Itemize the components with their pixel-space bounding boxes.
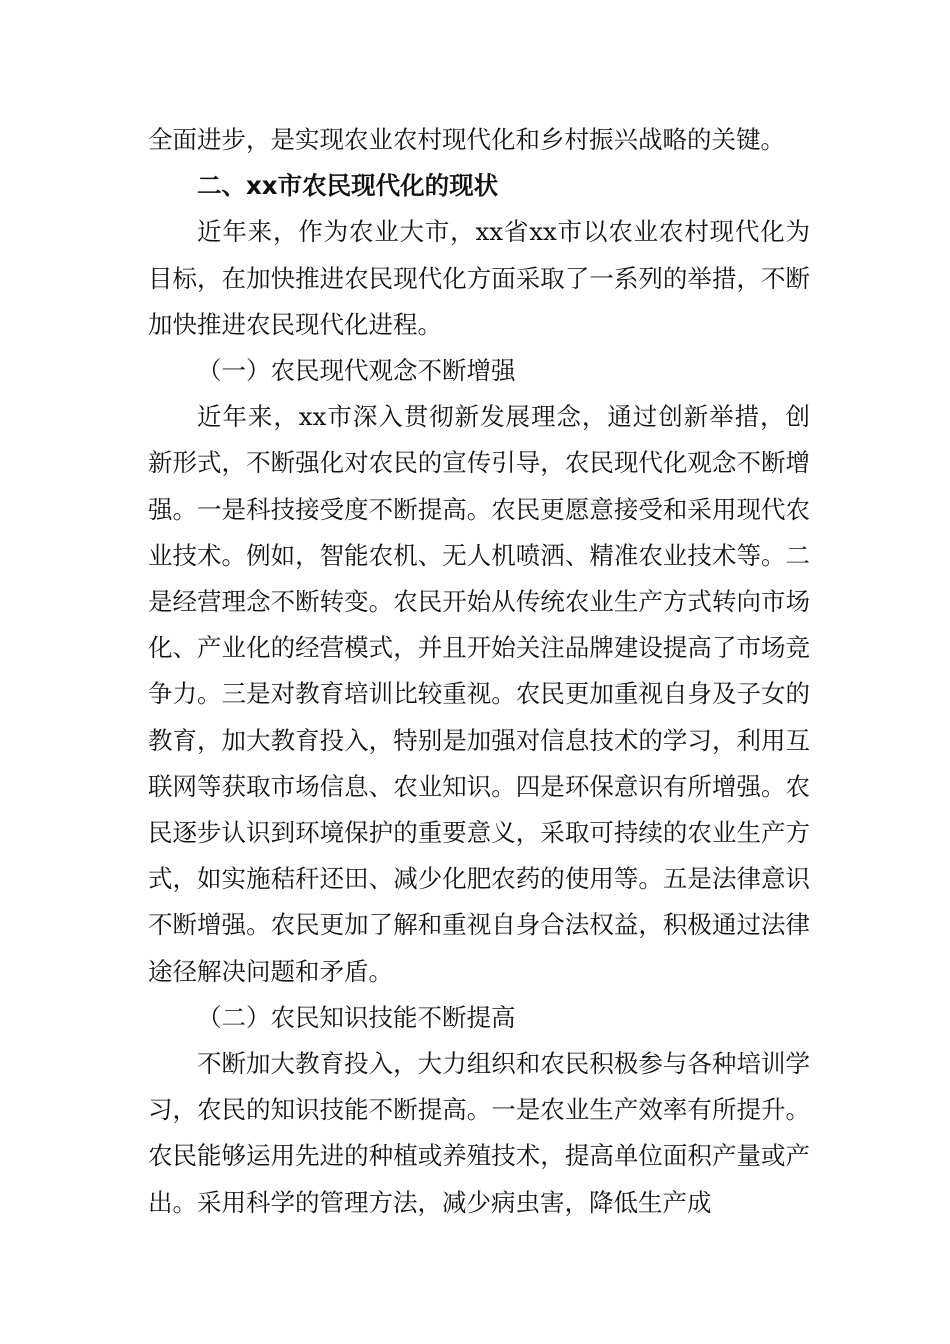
section-heading: 二、xx市农民现代化的现状: [197, 171, 499, 201]
paragraph: 不断加大教育投入，大力组织和农民积极参与各种培训学习，农民的知识技能不断提高。一是农业生产效率有所提升。农民能够运用先进的种植或养殖技术，提高单位面积产量或产出。采用科学的管理方法，减少病虫害，降低生产成: [148, 1049, 810, 1217]
subsection-heading: （一）农民现代观念不断增强: [197, 356, 516, 386]
subsection-heading: （二）农民知识技能不断提高: [197, 1002, 516, 1032]
paragraph: 近年来，作为农业大市，xx省xx市以农业农村现代化为目标，在加快推进农民现代化方面采取了一系列的举措，不断加快推进农民现代化进程。: [148, 217, 810, 339]
document-body: [148, 117, 810, 1226]
paragraph: 近年来，xx市深入贯彻新发展理念，通过创新举措，创新形式，不断强化对农民的宣传引导，农民现代化观念不断增强。一是科技接受度不断提高。农民更愿意接受和采用现代农业技术。例如，智能农机、无人机喷洒、精准农业技术等。二是经营理念不断转变。农民开始从传统农业生产方式转向市场化、产业化的经营模式，并且开始关注品牌建设提高了市场竞争力。三是对教育培训比较重视。农民更加重视自身及子女的教育，加大教育投入，特别是加强对信息技术的学习，利用互联网等获取市场信息、农业知识。四是环保意识有所增强。农民逐步认识到环境保护的重要意义，采取可持续的农业生产方式，如实施秸秆还田、减少化肥农药的使用等。五是法律意识不断增强。农民更加了解和重视自身合法权益，积极通过法律途径解决问题和矛盾。: [148, 402, 810, 986]
paragraph-continued: 全面进步，是实现农业农村现代化和乡村振兴战略的关键。: [148, 125, 785, 154]
